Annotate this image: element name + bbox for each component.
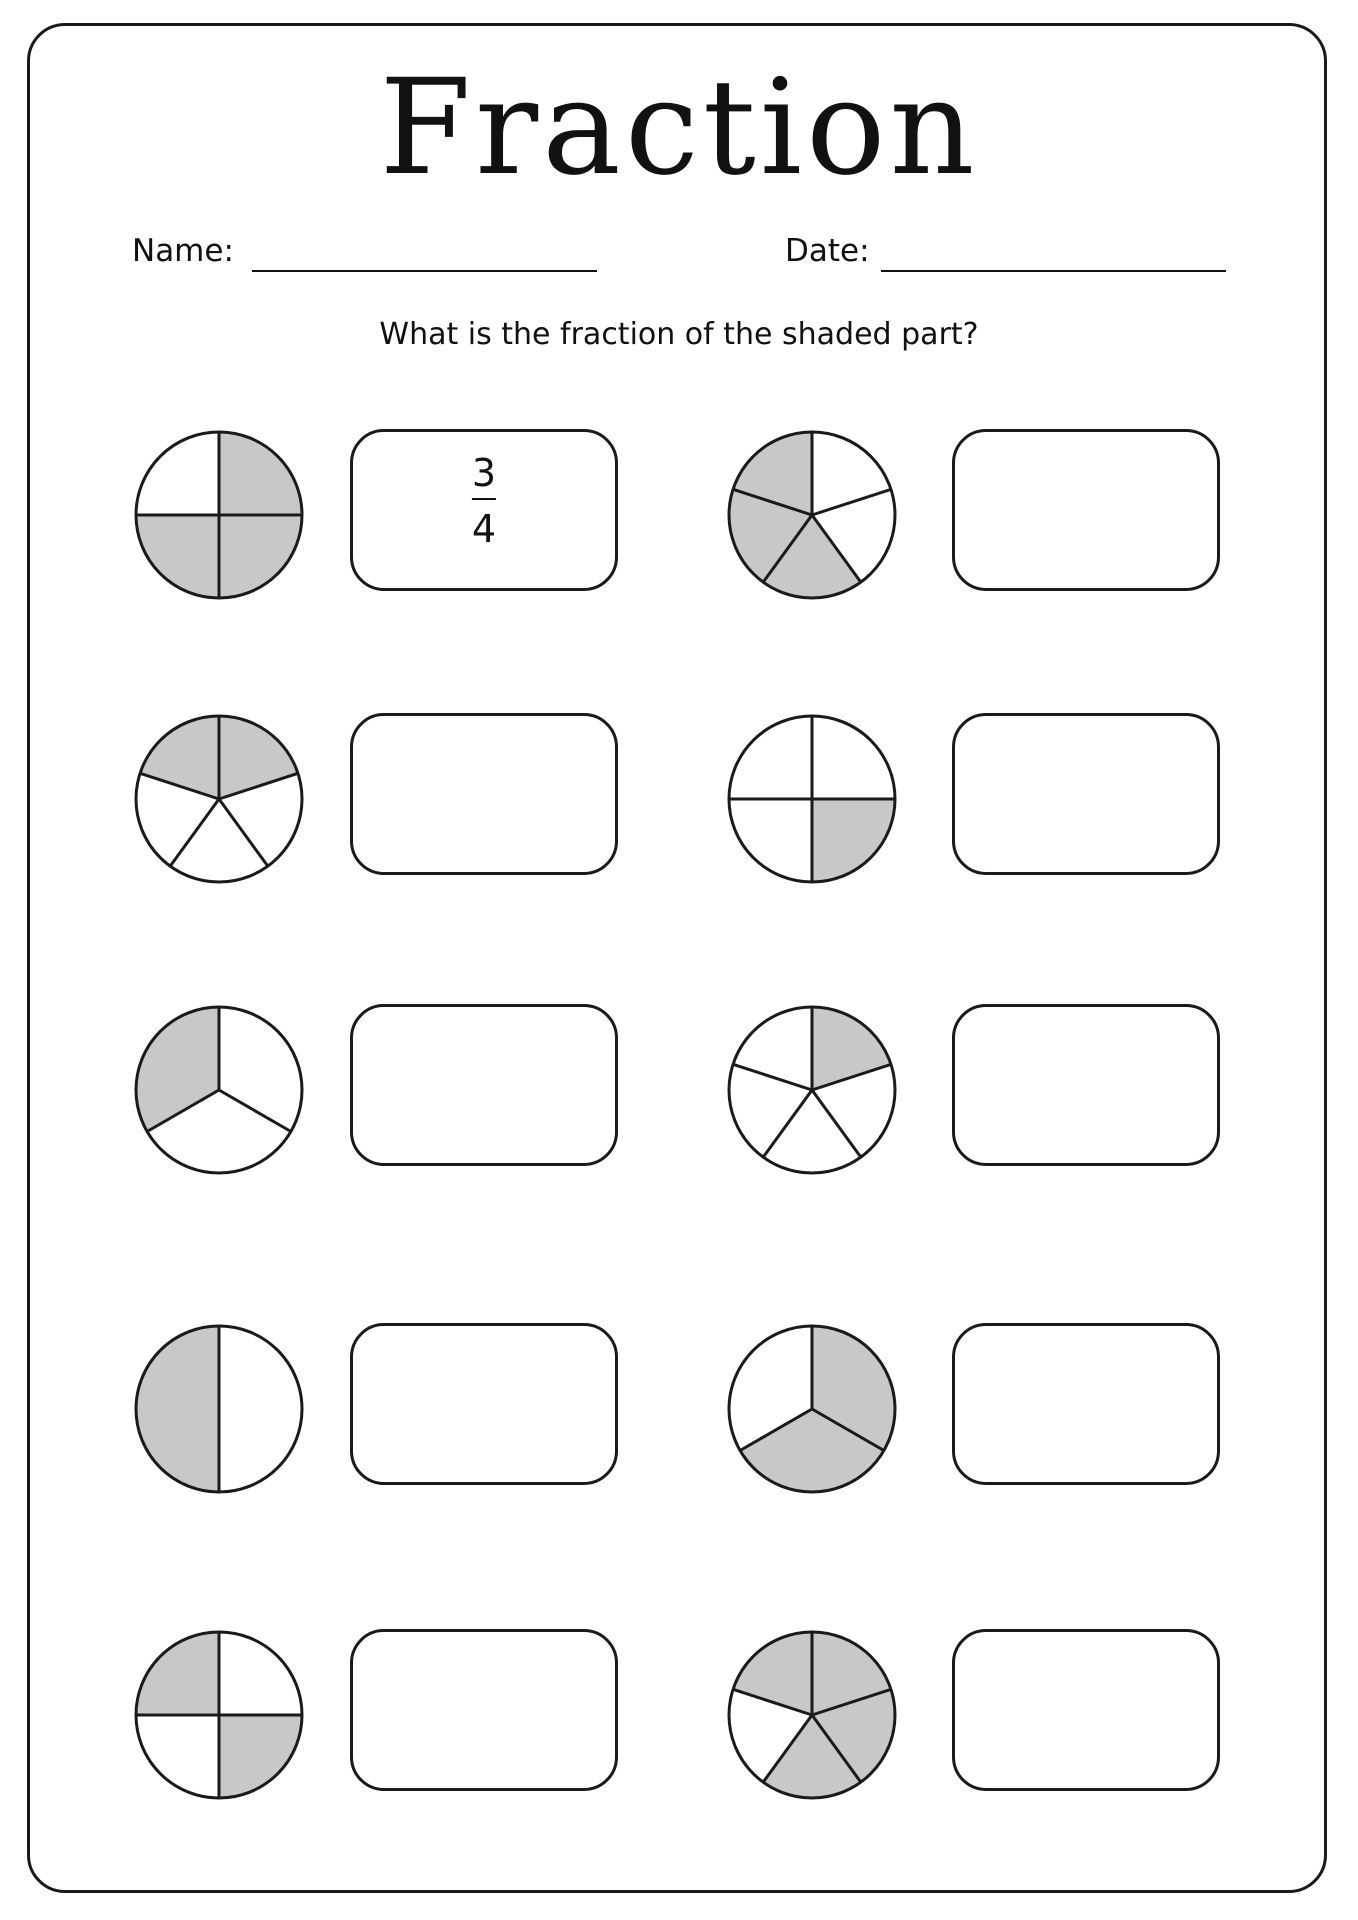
fraction-pie-3	[134, 714, 304, 884]
fraction-pie-1	[134, 430, 304, 600]
date-label: Date:	[785, 233, 870, 269]
fraction-pie-9	[134, 1630, 304, 1800]
answer-box-5[interactable]	[350, 1004, 618, 1166]
fraction-pie-7	[134, 1324, 304, 1494]
answer-denominator: 4	[471, 507, 497, 551]
answer-numerator: 3	[471, 451, 497, 495]
answer-box-6[interactable]	[952, 1004, 1220, 1166]
pie-7-slice-2-shaded	[136, 1326, 219, 1492]
answer-box-1[interactable]	[350, 429, 618, 591]
answer-box-10[interactable]	[952, 1629, 1220, 1791]
name-label: Name:	[132, 233, 234, 269]
fraction-pie-10	[727, 1630, 897, 1800]
fraction-pie-6	[727, 1005, 897, 1175]
fraction-pie-4	[727, 714, 897, 884]
fraction-pie-5	[134, 1005, 304, 1175]
answer-box-4[interactable]	[952, 713, 1220, 875]
answer-box-3[interactable]	[350, 713, 618, 875]
instruction-text: What is the fraction of the shaded part?	[379, 317, 979, 352]
answer-box-2[interactable]	[952, 429, 1220, 591]
answer-fraction	[471, 451, 497, 551]
worksheet-title: Fraction	[379, 51, 979, 205]
answer-box-8[interactable]	[952, 1323, 1220, 1485]
fraction-bar	[472, 498, 496, 500]
fraction-pie-2	[727, 430, 897, 600]
answer-box-9[interactable]	[350, 1629, 618, 1791]
pie-7-slice-1	[219, 1326, 302, 1492]
fraction-pie-8	[727, 1324, 897, 1494]
answer-box-7[interactable]	[350, 1323, 618, 1485]
